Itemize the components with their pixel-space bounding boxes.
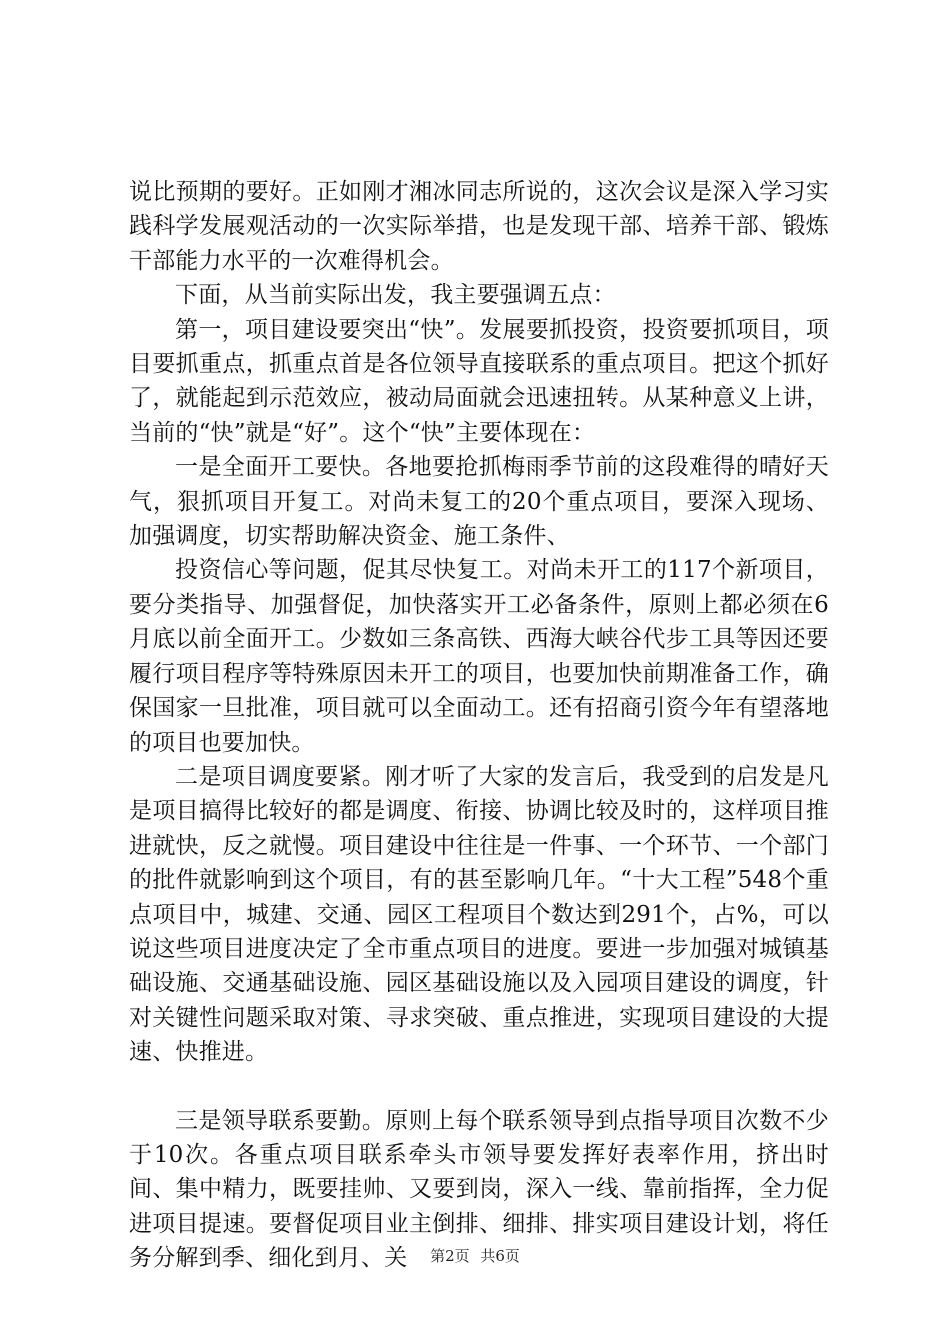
page-footer — [0, 1246, 950, 1266]
paragraph-4: 一是全面开工要快。各地要抢抓梅雨季节前的这段难得的晴好天气，狠抓项目开复工。对尚未复工的20个重点项目，要深入现场、加强调度，切实帮助解决资金、施工条件、 — [129, 454, 829, 550]
paragraph-6: 二是项目调度要紧。刚才听了大家的发言后，我受到的启发是凡是项目搞得比较好的都是调度、衔接、协调比较及时的，这样项目推进就快，反之就慢。项目建设中往往是一件事、一个环节、一个部门的批件就影响到这个项目，有的甚至影响几年。“十大工程”548个重点项目中，城建、交通、园区工程项目个数达到291个，占%，可以说这些项目进度决定了全市重点项目的进度。要进一步加强对城镇基础设施、交通基础设施、园区基础设施以及入园项目建设的调度，针对关键性问题采取对策、寻求突破、重点推进，实现项目建设的大提速、快推进。 — [129, 763, 829, 1066]
page-number: 第2页 — [430, 1247, 470, 1265]
paragraph-1: 说比预期的要好。正如刚才湘冰同志所说的，这次会议是深入学习实践科学发展观活动的一次实际举措，也是发现干部、培养干部、锻炼干部能力水平的一次难得机会。 — [129, 179, 829, 274]
paragraph-5: 投资信心等问题，促其尽快复工。对尚未开工的117个新项目，要分类指导、加强督促，加快落实开工必备条件，原则上都必须在6月底以前全面开工。少数如三条高铁、西海大峡谷代步工具等因还要履行项目程序等特殊原因未开工的项目，也要加快前期准备工作，确保国家一旦批准，项目就可以全面动工。还有招商引资今年有望落地的项目也要加快。 — [129, 557, 829, 756]
document-body — [129, 175, 829, 1276]
paragraph-7: 三是领导联系要勤。原则上每个联系领导到点指导项目次数不少于10次。各重点项目联系牵头市领导要发挥好表率作用，挤出时间、集中精力，既要挂帅、又要到岗，深入一线、靠前指挥，全力促进项目提速。要督促项目业主倒排、细排、排实项目建设计划，将任务分解到季、细化到月、关 — [129, 1107, 829, 1272]
paragraph-3: 第一，项目建设要突出“快”。发展要抓投资，投资要抓项目，项目要抓重点，抓重点首是各位领导直接联系的重点项目。把这个抓好了，就能起到示范效应，被动局面就会迅速扭转。从某种意义上讲，当前的“快”就是“好”。这个“快”主要体现在： — [129, 316, 829, 446]
page-total: 共6页 — [480, 1247, 520, 1265]
paragraph-2: 下面，从当前实际出发，我主要强调五点： — [175, 282, 616, 309]
